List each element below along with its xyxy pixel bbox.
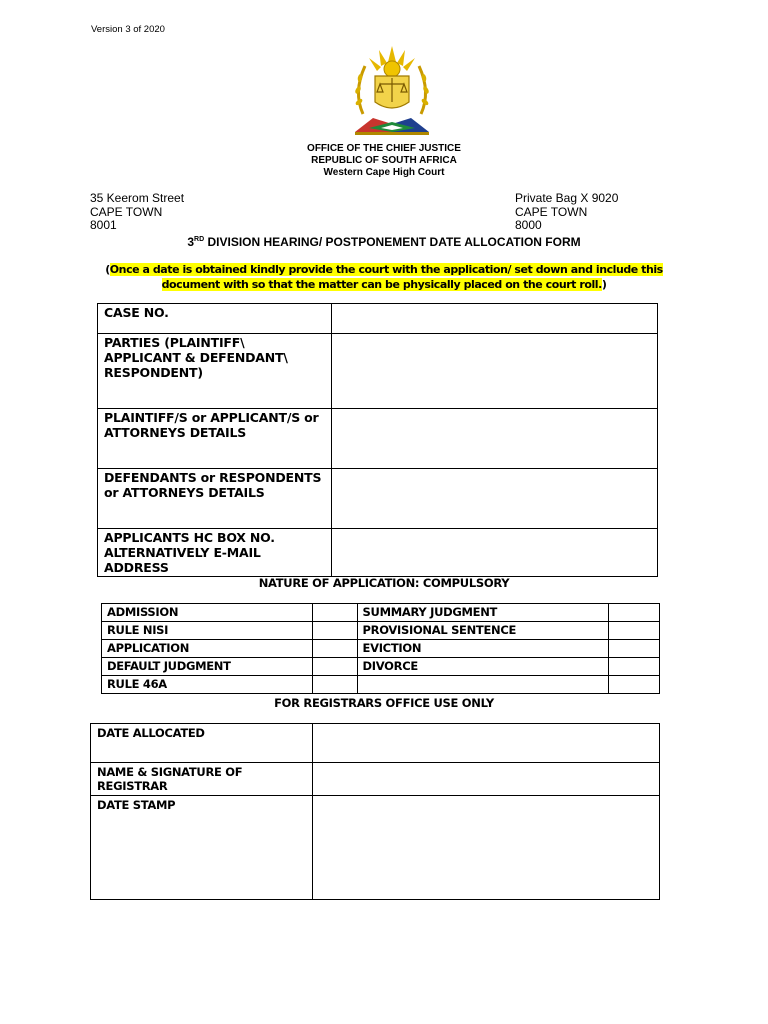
hc-box-label: APPLICANTS HC BOX NO. ALTERNATIVELY E-MAIL ADDRESS xyxy=(98,529,332,577)
nature-option-checkbox[interactable] xyxy=(312,640,357,658)
date-allocated-label: DATE ALLOCATED xyxy=(91,724,313,763)
date-stamp-field[interactable] xyxy=(313,796,660,900)
nature-option-checkbox[interactable] xyxy=(609,640,660,658)
nature-option-checkbox[interactable] xyxy=(312,676,357,694)
registrar-signature-field[interactable] xyxy=(313,763,660,796)
table-row xyxy=(102,622,660,640)
version-label: Version 3 of 2020 xyxy=(91,24,165,35)
plaintiff-details-field[interactable] xyxy=(332,409,658,469)
table-row xyxy=(98,409,658,469)
plaintiff-details-label: PLAINTIFF/S or APPLICANT/S or ATTORNEYS DETAILS xyxy=(98,409,332,469)
nature-option-label: ADMISSION xyxy=(102,604,313,622)
parties-field[interactable] xyxy=(332,334,658,409)
nature-option-checkbox[interactable] xyxy=(609,622,660,640)
office-line-3: Western Cape High Court xyxy=(323,167,445,178)
nature-option-label xyxy=(357,676,609,694)
table-row xyxy=(98,469,658,529)
office-line-1: OFFICE OF THE CHIEF JUSTICE xyxy=(307,143,461,154)
table-row xyxy=(98,304,658,334)
address-left xyxy=(90,192,184,233)
table-row xyxy=(102,640,660,658)
table-row xyxy=(98,529,658,577)
nature-option-checkbox[interactable] xyxy=(609,676,660,694)
table-row xyxy=(102,604,660,622)
parties-label: PARTIES (PLAINTIFF\ APPLICANT & DEFENDANT\ RESPONDENT) xyxy=(98,334,332,409)
case-no-field[interactable] xyxy=(332,304,658,334)
nature-option-label: DIVORCE xyxy=(357,658,609,676)
nature-option-label: DEFAULT JUDGMENT xyxy=(102,658,313,676)
nature-option-checkbox[interactable] xyxy=(609,658,660,676)
table-row xyxy=(98,334,658,409)
nature-option-checkbox[interactable] xyxy=(312,658,357,676)
nature-option-label: SUMMARY JUDGMENT xyxy=(357,604,609,622)
nature-option-checkbox[interactable] xyxy=(312,604,357,622)
nature-table xyxy=(101,603,660,694)
nature-heading: NATURE OF APPLICATION: COMPULSORY xyxy=(258,576,510,590)
address-right-line-3: 8000 xyxy=(515,218,542,232)
form-title: 3RD DIVISION HEARING/ POSTPONEMENT DATE ALLOCATION FORM xyxy=(187,235,581,249)
defendant-details-label: DEFENDANTS or RESPONDENTS or ATTORNEYS DETAILS xyxy=(98,469,332,529)
case-no-label: CASE NO. xyxy=(98,304,332,334)
table-row xyxy=(91,763,660,796)
address-left-line-3: 8001 xyxy=(90,218,117,232)
address-left-line-2: CAPE TOWN xyxy=(90,204,163,219)
case-details-table xyxy=(97,303,658,577)
table-row xyxy=(102,676,660,694)
address-right-line-2: CAPE TOWN xyxy=(515,204,588,219)
coat-of-arms-icon xyxy=(349,44,435,136)
address-right xyxy=(515,192,618,233)
instruction-notice: (Once a date is obtained kindly provide the court with the application/ set down and include this document with so that the matter can be physically placed on the court roll.) xyxy=(105,263,663,291)
hc-box-field[interactable] xyxy=(332,529,658,577)
table-row xyxy=(102,658,660,676)
nature-option-checkbox[interactable] xyxy=(609,604,660,622)
address-left-line-1: 35 Keerom Street xyxy=(90,191,185,205)
registrar-signature-label: NAME & SIGNATURE OF REGISTRAR xyxy=(91,763,313,796)
registrar-heading: FOR REGISTRARS OFFICE USE ONLY xyxy=(274,696,494,710)
nature-option-checkbox[interactable] xyxy=(312,622,357,640)
office-line-2: REPUBLIC OF SOUTH AFRICA xyxy=(311,155,457,166)
address-right-line-1: Private Bag X 9020 xyxy=(515,191,619,205)
nature-option-label: PROVISIONAL SENTENCE xyxy=(357,622,609,640)
nature-option-label: RULE 46A xyxy=(102,676,313,694)
table-row xyxy=(91,796,660,900)
nature-option-label: APPLICATION xyxy=(102,640,313,658)
highlighted-notice: Once a date is obtained kindly provide the court with the application/ set down and include this document with so that the matter can be physically placed on the court roll. xyxy=(109,263,663,291)
date-allocated-field[interactable] xyxy=(313,724,660,763)
nature-option-label: EVICTION xyxy=(357,640,609,658)
nature-option-label: RULE NISI xyxy=(102,622,313,640)
table-row xyxy=(91,724,660,763)
date-stamp-label: DATE STAMP xyxy=(91,796,313,900)
registrar-table xyxy=(90,723,660,900)
defendant-details-field[interactable] xyxy=(332,469,658,529)
